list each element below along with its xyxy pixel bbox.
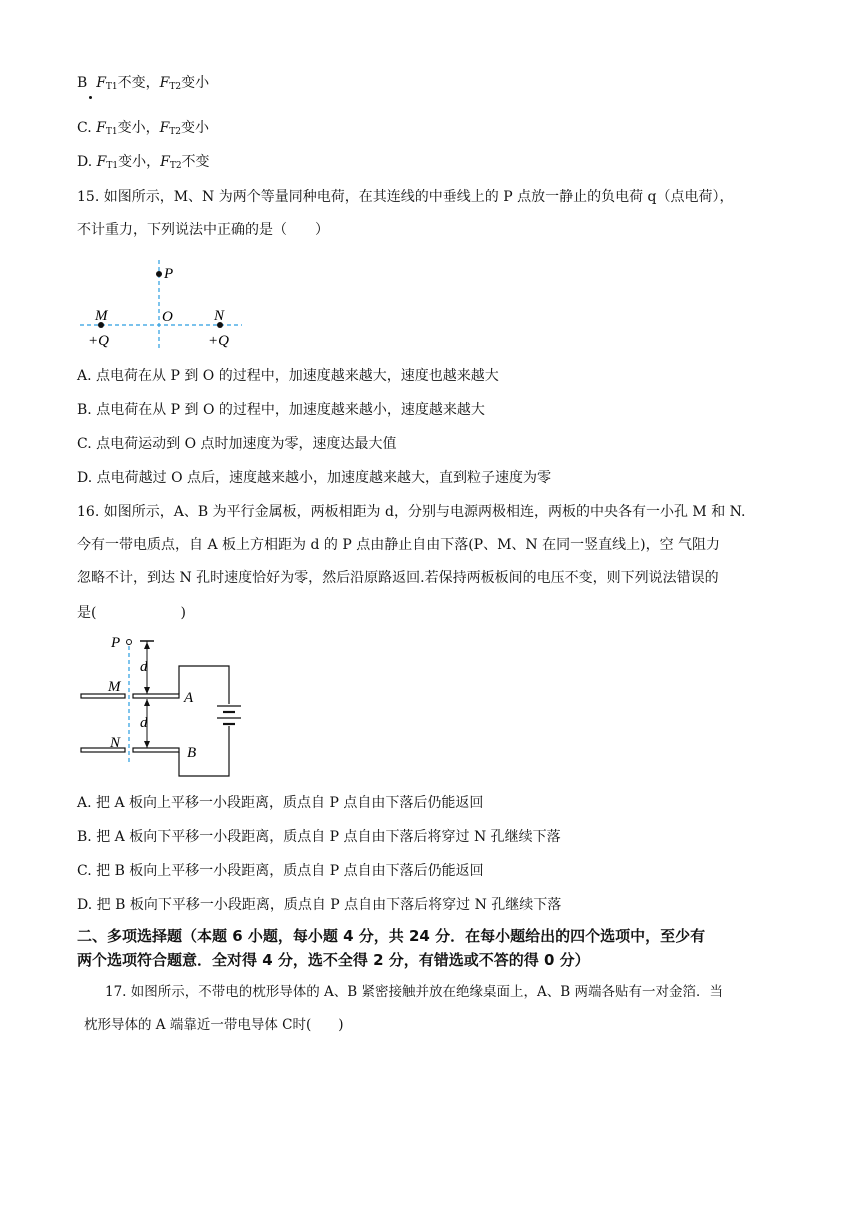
q17-stem-line2: 枕形导体的 A 端靠近一带电导体 C时( ) bbox=[84, 1017, 344, 1033]
q15-option-c: C. 点电荷运动到 O 点时加速度为零，速度达最大值 bbox=[77, 436, 397, 452]
q17-stem-line1: 17. 如图所示，不带电的枕形导体的 A、B 紧密接触并放在绝缘桌面上，A、B 两端各贴有一对金箔．当 bbox=[105, 984, 723, 1000]
q15-figure bbox=[70, 258, 260, 354]
label-m: M bbox=[95, 308, 108, 324]
label-d2: d bbox=[140, 715, 148, 731]
q15-stem-line2: 不计重力，下列说法中正确的是（ ） bbox=[77, 222, 329, 238]
dim-d1-arrow-up bbox=[144, 642, 150, 649]
q14-option-d: D. FT1变小，FT2不变 bbox=[77, 154, 210, 171]
section2-heading-line2: 两个选项符合题意．全对得 4 分，选不全得 2 分，有错选或不答的得 0 分） bbox=[77, 951, 590, 969]
label-n: N bbox=[214, 308, 225, 324]
label-charge-left: +Q bbox=[88, 333, 109, 349]
q16-stem-line2: 今有一带电质点，自 A 板上方相距为 d 的 P 点由静止自由下落(P、M、N 在同一竖直线上)，空 气阻力 bbox=[77, 537, 721, 553]
dim-d2-arrow-up bbox=[144, 699, 150, 706]
label-b: B bbox=[187, 745, 197, 761]
q14-option-c: C. FT1变小，FT2变小 bbox=[77, 120, 210, 137]
label-m: M bbox=[108, 679, 121, 695]
dim-d1-arrow-down bbox=[144, 687, 150, 694]
q16-figure bbox=[75, 630, 250, 782]
q16-option-b: B. 把 A 板向下平移一小段距离，质点自 P 点自由下落后将穿过 N 孔继续下落 bbox=[77, 829, 561, 845]
label-p: P bbox=[164, 266, 174, 282]
dot-mark bbox=[89, 96, 92, 99]
label-d1: d bbox=[140, 659, 148, 675]
plate-b-right bbox=[133, 748, 179, 752]
q16-stem-line1: 16. 如图所示，A、B 为平行金属板，两板相距为 d，分别与电源两极相连，两板的中央各有一小孔 M 和 N. bbox=[77, 504, 746, 520]
section2-heading-line1: 二、多项选择题（本题 6 小题，每小题 4 分，共 24 分．在每小题给出的四个选项中，至少有 bbox=[77, 927, 706, 945]
label-a: A bbox=[184, 690, 194, 706]
q15-option-a: A. 点电荷在从 P 到 O 的过程中，加速度越来越大，速度也越来越大 bbox=[77, 368, 499, 384]
q16-stem-line4: 是( ) bbox=[77, 605, 186, 621]
q16-option-c: C. 把 B 板向上平移一小段距离，质点自 P 点自由下落后仍能返回 bbox=[77, 863, 484, 879]
q16-stem-line3: 忽略不计，到达 N 孔时速度恰好为零，然后沿原路返回.若保持两板板间的电压不变，则下列说法错误的 bbox=[77, 570, 719, 586]
label-n: N bbox=[110, 735, 121, 751]
q15-stem-line1: 15. 如图所示，M、N 为两个等量同种电荷，在其连线的中垂线上的 P 点放一静止的负电荷 q（点电荷）， bbox=[77, 189, 734, 205]
q16-option-a: A. 把 A 板向上平移一小段距离，质点自 P 点自由下落后仍能返回 bbox=[77, 795, 484, 811]
plate-a-right bbox=[133, 694, 179, 698]
label-charge-right: +Q bbox=[208, 333, 229, 349]
q15-option-d: D. 点电荷越过 O 点后，速度越来越小，加速度越来越大，直到粒子速度为零 bbox=[77, 470, 552, 486]
q14-option-b: B FT1不变，FT2变小 bbox=[77, 75, 210, 92]
q16-option-d: D. 把 B 板向下平移一小段距离，质点自 P 点自由下落后将穿过 N 孔继续下落 bbox=[77, 897, 562, 913]
dim-d2-arrow-down bbox=[144, 741, 150, 748]
label-p: P bbox=[111, 635, 121, 651]
point-p-circle bbox=[127, 640, 132, 645]
label-o: O bbox=[162, 309, 173, 325]
q15-option-b: B. 点电荷在从 P 到 O 的过程中，加速度越来越小，速度越来越大 bbox=[77, 402, 485, 418]
point-p-dot bbox=[156, 271, 162, 277]
